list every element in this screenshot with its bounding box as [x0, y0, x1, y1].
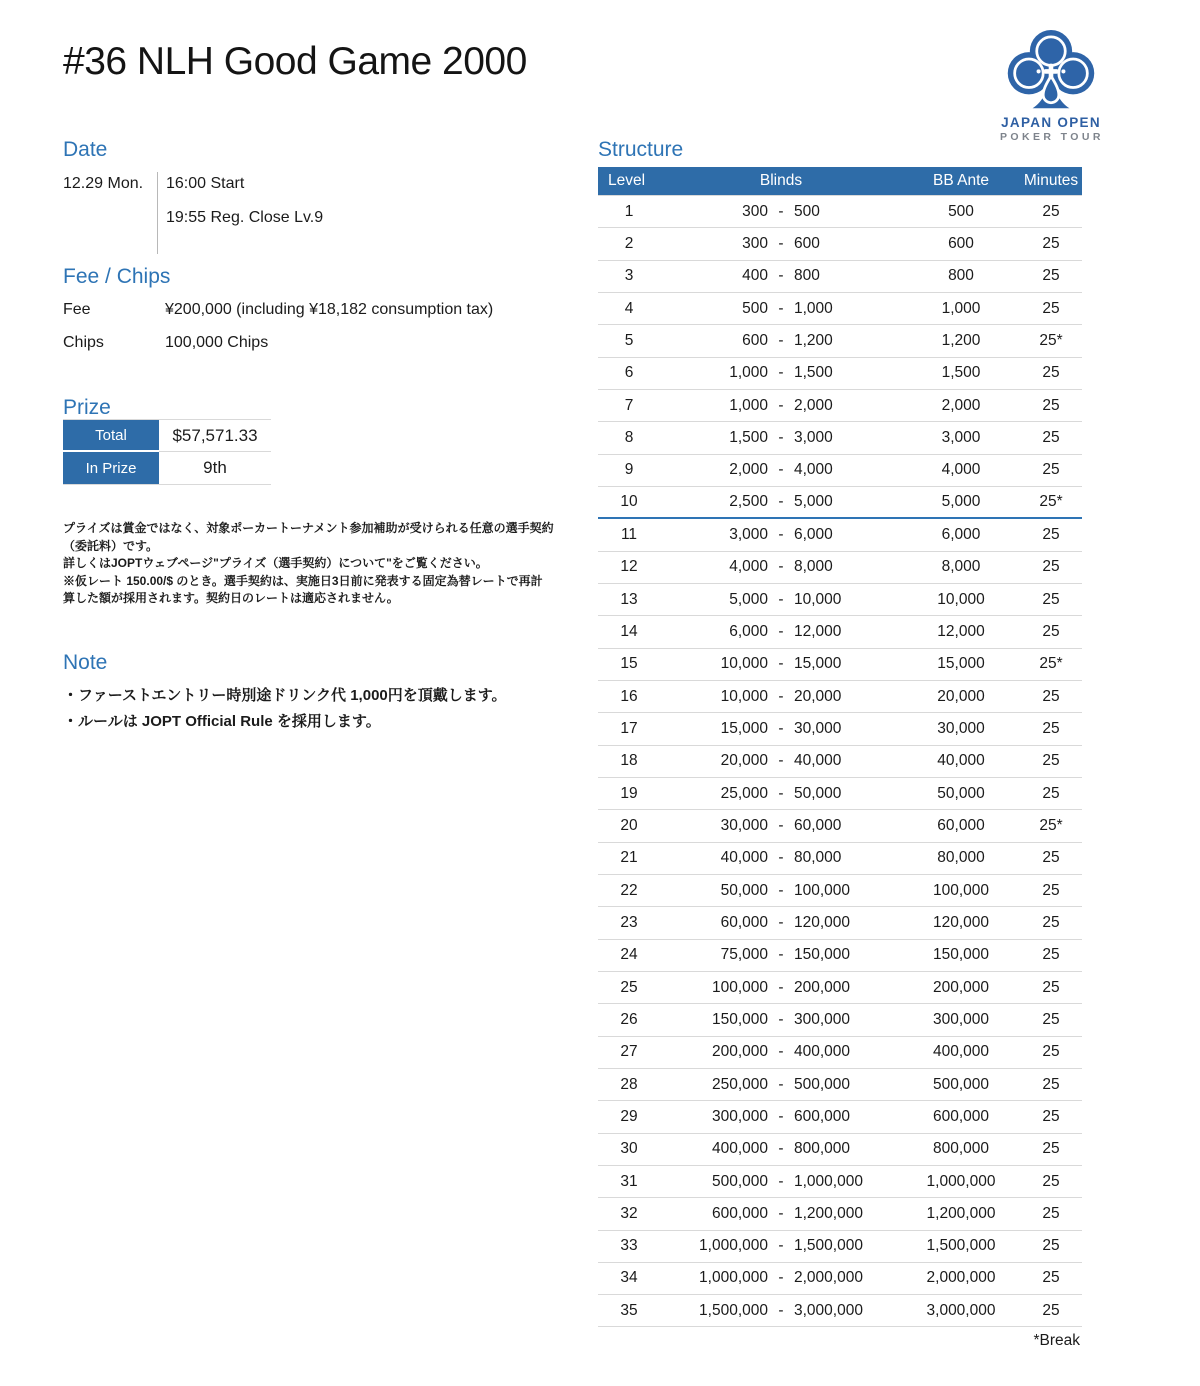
level-cell: 27: [620, 1043, 638, 1061]
bb-ante-cell: 1,200: [941, 331, 981, 349]
small-blind-cell: 300: [742, 202, 768, 220]
minutes-cell: 25: [1042, 1075, 1060, 1093]
bb-ante-cell: 200,000: [932, 978, 990, 996]
blinds-dash: -: [778, 687, 784, 705]
structure-row-level-6: [598, 358, 1082, 390]
level-cell: 20: [620, 816, 638, 834]
small-blind-cell: 1,500,000: [699, 1301, 768, 1319]
chips-value: 100,000 Chips: [165, 334, 269, 351]
minutes-column-header: Minutes: [1023, 172, 1079, 189]
big-blind-cell: 3,000: [794, 428, 833, 446]
disclaimer-line: プライズは賞金ではなく、対象ポーカートーナメント参加補助が受けられる任意の選手契約: [63, 521, 554, 535]
logo-text-japan-open: JAPAN OPEN: [1001, 115, 1101, 130]
small-blind-cell: 10,000: [720, 655, 768, 673]
structure-row-level-21: [598, 843, 1082, 875]
bb-ante-cell: 100,000: [932, 881, 990, 899]
level-cell: 17: [620, 719, 638, 737]
small-blind-cell: 2,500: [729, 493, 768, 511]
big-blind-cell: 800: [794, 267, 820, 285]
big-blind-cell: 6,000: [794, 525, 833, 543]
level-cell: 31: [620, 1172, 638, 1190]
big-blind-cell: 60,000: [794, 816, 842, 834]
bb-ante-cell: 500: [948, 202, 974, 220]
structure-row-level-24: [598, 940, 1082, 972]
level-cell: 16: [620, 687, 638, 705]
prize-table: [63, 419, 271, 485]
disclaimer-line: （委託料）です。: [63, 538, 159, 553]
minutes-cell: 25: [1042, 784, 1060, 802]
minutes-cell: 25: [1042, 687, 1060, 705]
level-cell: 35: [620, 1301, 638, 1319]
structure-row-level-34: [598, 1263, 1082, 1295]
structure-row-level-32: [598, 1198, 1082, 1230]
minutes-cell: 25: [1042, 428, 1060, 446]
structure-row-level-23: [598, 907, 1082, 939]
minutes-cell: 25: [1042, 978, 1060, 996]
blinds-dash: -: [778, 719, 784, 737]
big-blind-cell: 600: [794, 234, 820, 252]
small-blind-cell: 75,000: [720, 946, 768, 964]
structure-row-level-14: [598, 616, 1082, 648]
minutes-cell: 25: [1042, 913, 1060, 931]
minutes-cell: 25: [1042, 525, 1060, 543]
minutes-cell: 25: [1042, 1172, 1060, 1190]
blinds-dash: -: [778, 784, 784, 802]
structure-row-level-10: [598, 487, 1082, 519]
structure-row-level-26: [598, 1004, 1082, 1036]
disclaimer-line: ※仮レート 150.00/$ のとき。選手契約は、実施日3日前に発表する固定為替レートで再計: [63, 573, 543, 588]
blinds-dash: -: [778, 1269, 784, 1287]
minutes-cell: 25: [1042, 1204, 1060, 1222]
prize-total-label: Total: [63, 420, 159, 452]
minutes-cell: 25: [1042, 590, 1060, 608]
level-cell: 25: [620, 978, 638, 996]
structure-row-level-17: [598, 713, 1082, 745]
bb-ante-cell: 2,000: [941, 396, 981, 414]
note-lines: [63, 683, 568, 735]
level-cell: 18: [620, 752, 638, 770]
bb-ante-column-header: BB Ante: [932, 172, 989, 189]
structure-row-level-29: [598, 1101, 1082, 1133]
big-blind-cell: 4,000: [794, 461, 833, 479]
blinds-dash: -: [778, 461, 784, 479]
structure-row-level-12: [598, 552, 1082, 584]
bb-ante-cell: 2,000,000: [926, 1269, 996, 1287]
bb-ante-cell: 20,000: [937, 687, 985, 705]
small-blind-cell: 1,000,000: [699, 1237, 768, 1255]
level-cell: 10: [620, 493, 638, 511]
big-blind-cell: 500,000: [794, 1075, 851, 1093]
big-blind-cell: 800,000: [794, 1140, 851, 1158]
date-heading: Date: [63, 138, 108, 161]
big-blind-cell: 1,500: [794, 364, 833, 382]
minutes-cell: 25: [1042, 1140, 1060, 1158]
structure-row-level-16: [598, 681, 1082, 713]
small-blind-cell: 2,000: [729, 461, 768, 479]
big-blind-cell: 1,000: [794, 299, 833, 317]
small-blind-cell: 300,000: [711, 1107, 768, 1125]
structure-row-level-28: [598, 1069, 1082, 1101]
minutes-cell: 25: [1042, 1269, 1060, 1287]
minutes-cell: 25: [1042, 1107, 1060, 1125]
small-blind-cell: 3,000: [729, 525, 768, 543]
minutes-cell: 25*: [1039, 331, 1063, 349]
small-blind-cell: 400,000: [711, 1140, 768, 1158]
level-cell: 14: [620, 622, 638, 640]
level-cell: 15: [620, 655, 638, 673]
blinds-dash: -: [778, 1107, 784, 1125]
blinds-dash: -: [778, 396, 784, 414]
page-title: #36 NLH Good Game 2000: [63, 40, 527, 83]
prize-heading: Prize: [63, 396, 111, 419]
level-cell: 29: [620, 1107, 638, 1125]
structure-row-level-15: [598, 649, 1082, 681]
bb-ante-cell: 500,000: [932, 1075, 990, 1093]
big-blind-cell: 80,000: [794, 849, 842, 867]
small-blind-cell: 400: [742, 267, 768, 285]
note-section: [63, 652, 568, 735]
big-blind-cell: 15,000: [794, 655, 842, 673]
blinds-dash: -: [778, 428, 784, 446]
small-blind-cell: 300: [742, 234, 768, 252]
level-cell: 5: [624, 331, 634, 349]
level-cell: 3: [624, 267, 634, 285]
prize-inprize-label: In Prize: [63, 452, 159, 484]
chips-row: [63, 334, 568, 352]
big-blind-cell: 30,000: [794, 719, 842, 737]
big-blind-cell: 500: [794, 202, 820, 220]
structure-column: [598, 139, 1082, 1350]
bb-ante-cell: 8,000: [941, 558, 981, 576]
minutes-cell: 25: [1042, 1043, 1060, 1061]
small-blind-cell: 10,000: [720, 687, 768, 705]
small-blind-cell: 500,000: [711, 1172, 768, 1190]
minutes-cell: 25: [1042, 396, 1060, 414]
level-cell: 28: [620, 1075, 638, 1093]
big-blind-cell: 600,000: [794, 1107, 851, 1125]
bb-ante-cell: 3,000: [941, 428, 981, 446]
bb-ante-cell: 300,000: [932, 1010, 990, 1028]
minutes-cell: 25: [1042, 234, 1060, 252]
blinds-dash: -: [778, 364, 784, 382]
disclaimer-line: 詳しくはJOPTウェブページ"プライズ（選手契約）について"をご覧ください。: [63, 556, 488, 570]
blinds-dash: -: [778, 558, 784, 576]
blinds-dash: -: [778, 331, 784, 349]
structure-row-level-7: [598, 390, 1082, 422]
small-blind-cell: 1,000: [729, 396, 768, 414]
big-blind-cell: 8,000: [794, 558, 833, 576]
blinds-dash: -: [778, 1140, 784, 1158]
big-blind-cell: 200,000: [794, 978, 851, 996]
level-cell: 32: [620, 1204, 638, 1222]
big-blind-cell: 150,000: [794, 946, 851, 964]
small-blind-cell: 4,000: [729, 558, 768, 576]
structure-row-level-20: [598, 810, 1082, 842]
big-blind-cell: 1,500,000: [794, 1237, 863, 1255]
big-blind-cell: 1,200: [794, 331, 833, 349]
small-blind-cell: 40,000: [720, 849, 768, 867]
structure-row-level-3: [598, 261, 1082, 293]
bb-ante-cell: 40,000: [937, 752, 985, 770]
big-blind-cell: 1,000,000: [794, 1172, 863, 1190]
reg-close-time: 19:55 Reg. Close Lv.9: [166, 209, 324, 226]
bb-ante-cell: 15,000: [937, 655, 985, 673]
bb-ante-cell: 12,000: [937, 622, 985, 640]
level-cell: 12: [620, 558, 638, 576]
structure-table-body: [598, 196, 1082, 1327]
bb-ante-cell: 3,000,000: [926, 1301, 996, 1319]
logo-text-poker-tour: POKER TOUR: [1000, 131, 1104, 143]
level-cell: 26: [620, 1010, 638, 1028]
small-blind-cell: 30,000: [720, 816, 768, 834]
level-cell: 1: [624, 202, 634, 220]
blinds-dash: -: [778, 752, 784, 770]
structure-row-level-9: [598, 455, 1082, 487]
bb-ante-cell: 30,000: [937, 719, 985, 737]
bb-ante-cell: 800,000: [932, 1140, 990, 1158]
small-blind-cell: 200,000: [711, 1043, 768, 1061]
structure-row-level-1: [598, 196, 1082, 228]
big-blind-cell: 1,200,000: [794, 1204, 863, 1222]
level-cell: 9: [624, 461, 634, 479]
structure-row-level-4: [598, 293, 1082, 325]
level-column-header: Level: [608, 172, 646, 189]
blinds-dash: -: [778, 202, 784, 220]
chips-label: Chips: [63, 334, 104, 351]
bb-ante-cell: 1,500: [941, 364, 981, 382]
structure-row-level-13: [598, 584, 1082, 616]
bb-ante-cell: 600: [948, 234, 974, 252]
date-times: [158, 172, 323, 254]
small-blind-cell: 250,000: [711, 1075, 768, 1093]
bb-ante-cell: 400,000: [932, 1043, 990, 1061]
blinds-dash: -: [778, 1301, 784, 1319]
bb-ante-cell: 120,000: [932, 913, 990, 931]
level-cell: 6: [624, 364, 634, 382]
big-blind-cell: 400,000: [794, 1043, 851, 1061]
bb-ante-cell: 6,000: [941, 525, 981, 543]
level-cell: 19: [620, 784, 638, 802]
big-blind-cell: 3,000,000: [794, 1301, 863, 1319]
minutes-cell: 25*: [1039, 655, 1063, 673]
blinds-dash: -: [778, 978, 784, 996]
disclaimer-line: 算した額が採用されます。契約日のレートは適応されません。: [63, 591, 399, 605]
big-blind-cell: 10,000: [794, 590, 842, 608]
date-row: [63, 172, 568, 254]
minutes-cell: 25*: [1039, 816, 1063, 834]
fee-label: Fee: [63, 301, 91, 318]
level-cell: 22: [620, 881, 638, 899]
prize-total-row: [63, 420, 271, 452]
level-cell: 21: [620, 849, 638, 867]
small-blind-cell: 500: [742, 299, 768, 317]
bb-ante-cell: 1,000: [941, 299, 981, 317]
level-cell: 8: [624, 428, 634, 446]
blinds-dash: -: [778, 849, 784, 867]
small-blind-cell: 6,000: [729, 622, 768, 640]
level-cell: 30: [620, 1140, 638, 1158]
fee-chips-heading: Fee / Chips: [63, 265, 171, 288]
structure-row-level-30: [598, 1134, 1082, 1166]
minutes-cell: 25: [1042, 202, 1060, 220]
bb-ante-cell: 10,000: [937, 590, 985, 608]
structure-row-level-5: [598, 325, 1082, 357]
level-cell: 13: [620, 590, 638, 608]
structure-heading: Structure: [598, 138, 684, 161]
big-blind-cell: 300,000: [794, 1010, 851, 1028]
prize-total-value: $57,571.33: [159, 420, 271, 452]
blinds-dash: -: [778, 1010, 784, 1028]
jopt-logo: [1000, 28, 1102, 143]
bb-ante-cell: 60,000: [937, 816, 985, 834]
minutes-cell: 25: [1042, 752, 1060, 770]
blinds-dash: -: [778, 1043, 784, 1061]
blinds-dash: -: [778, 913, 784, 931]
structure-table-header: [598, 167, 1082, 196]
big-blind-cell: 100,000: [794, 881, 851, 899]
note-heading: Note: [63, 651, 108, 674]
structure-row-level-27: [598, 1037, 1082, 1069]
bb-ante-cell: 1,000,000: [926, 1172, 996, 1190]
level-cell: 34: [620, 1269, 638, 1287]
club-icon: [1005, 28, 1097, 113]
small-blind-cell: 100,000: [711, 978, 768, 996]
structure-row-level-8: [598, 422, 1082, 454]
big-blind-cell: 40,000: [794, 752, 842, 770]
small-blind-cell: 20,000: [720, 752, 768, 770]
small-blind-cell: 15,000: [720, 719, 768, 737]
small-blind-cell: 50,000: [720, 881, 768, 899]
minutes-cell: 25: [1042, 1010, 1060, 1028]
small-blind-cell: 60,000: [720, 913, 768, 931]
big-blind-cell: 20,000: [794, 687, 842, 705]
blinds-dash: -: [778, 622, 784, 640]
big-blind-cell: 12,000: [794, 622, 842, 640]
structure-row-level-2: [598, 228, 1082, 260]
minutes-cell: 25: [1042, 461, 1060, 479]
blinds-dash: -: [778, 1075, 784, 1093]
level-cell: 4: [624, 299, 634, 317]
prize-disclaimer-text: [63, 520, 568, 608]
big-blind-cell: 5,000: [794, 493, 833, 511]
prize-section: [63, 397, 568, 485]
bb-ante-cell: 600,000: [932, 1107, 990, 1125]
small-blind-cell: 1,000: [729, 364, 768, 382]
level-cell: 33: [620, 1237, 638, 1255]
level-cell: 2: [624, 234, 634, 252]
fee-row: [63, 301, 568, 319]
note-line: ・ルールは JOPT Official Rule を採用します。: [63, 713, 381, 730]
big-blind-cell: 120,000: [794, 913, 851, 931]
small-blind-cell: 600,000: [711, 1204, 768, 1222]
bb-ante-cell: 1,200,000: [926, 1204, 996, 1222]
minutes-cell: 25: [1042, 946, 1060, 964]
bb-ante-cell: 4,000: [941, 461, 981, 479]
break-footnote: *Break: [1033, 1332, 1080, 1350]
big-blind-cell: 2,000: [794, 396, 833, 414]
blinds-column-header: Blinds: [759, 172, 803, 189]
blinds-dash: -: [778, 1204, 784, 1222]
minutes-cell: 25: [1042, 1237, 1060, 1255]
blinds-dash: -: [778, 1172, 784, 1190]
blinds-dash: -: [778, 655, 784, 673]
prize-inprize-value: 9th: [203, 458, 227, 477]
date-value: 12.29 Mon.: [63, 175, 144, 192]
prize-inprize-row: [63, 452, 271, 484]
small-blind-cell: 150,000: [711, 1010, 768, 1028]
minutes-cell: 25: [1042, 558, 1060, 576]
note-line: ・ファーストエントリー時別途ドリンク代 1,000円を頂戴します。: [63, 687, 507, 704]
start-time: 16:00 Start: [166, 175, 245, 192]
minutes-cell: 25: [1042, 849, 1060, 867]
structure-row-level-11: [598, 519, 1082, 551]
bb-ante-cell: 1,500,000: [926, 1237, 996, 1255]
bb-ante-cell: 5,000: [941, 493, 981, 511]
minutes-cell: 25: [1042, 1301, 1060, 1319]
small-blind-cell: 25,000: [720, 784, 768, 802]
blinds-dash: -: [778, 590, 784, 608]
level-cell: 24: [620, 946, 638, 964]
level-cell: 23: [620, 913, 638, 931]
structure-row-level-35: [598, 1295, 1082, 1327]
small-blind-cell: 5,000: [729, 590, 768, 608]
bb-ante-cell: 50,000: [937, 784, 985, 802]
structure-row-level-22: [598, 875, 1082, 907]
bb-ante-cell: 150,000: [932, 946, 990, 964]
small-blind-cell: 600: [742, 331, 768, 349]
blinds-dash: -: [778, 234, 784, 252]
minutes-cell: 25: [1042, 364, 1060, 382]
structure-row-level-19: [598, 778, 1082, 810]
blinds-dash: -: [778, 267, 784, 285]
small-blind-cell: 1,000,000: [699, 1269, 768, 1287]
blinds-dash: -: [778, 881, 784, 899]
blinds-dash: -: [778, 525, 784, 543]
minutes-cell: 25: [1042, 719, 1060, 737]
big-blind-cell: 50,000: [794, 784, 842, 802]
structure-row-level-25: [598, 972, 1082, 1004]
minutes-cell: 25: [1042, 299, 1060, 317]
blinds-dash: -: [778, 299, 784, 317]
date-section: [63, 139, 568, 254]
bb-ante-cell: 800: [948, 267, 974, 285]
minutes-cell: 25: [1042, 622, 1060, 640]
minutes-cell: 25: [1042, 267, 1060, 285]
fee-value: ¥200,000 (including ¥18,182 consumption tax): [165, 301, 494, 318]
blinds-dash: -: [778, 816, 784, 834]
big-blind-cell: 2,000,000: [794, 1269, 863, 1287]
minutes-cell: 25*: [1039, 493, 1063, 511]
blinds-dash: -: [778, 1237, 784, 1255]
structure-row-level-31: [598, 1166, 1082, 1198]
bb-ante-cell: 80,000: [937, 849, 985, 867]
level-cell: 11: [620, 525, 638, 543]
small-blind-cell: 1,500: [729, 428, 768, 446]
minutes-cell: 25: [1042, 881, 1060, 899]
structure-row-level-33: [598, 1231, 1082, 1263]
fee-chips-section: [63, 266, 568, 352]
level-cell: 7: [624, 396, 634, 414]
blinds-dash: -: [778, 493, 784, 511]
blinds-dash: -: [778, 946, 784, 964]
structure-row-level-18: [598, 746, 1082, 778]
